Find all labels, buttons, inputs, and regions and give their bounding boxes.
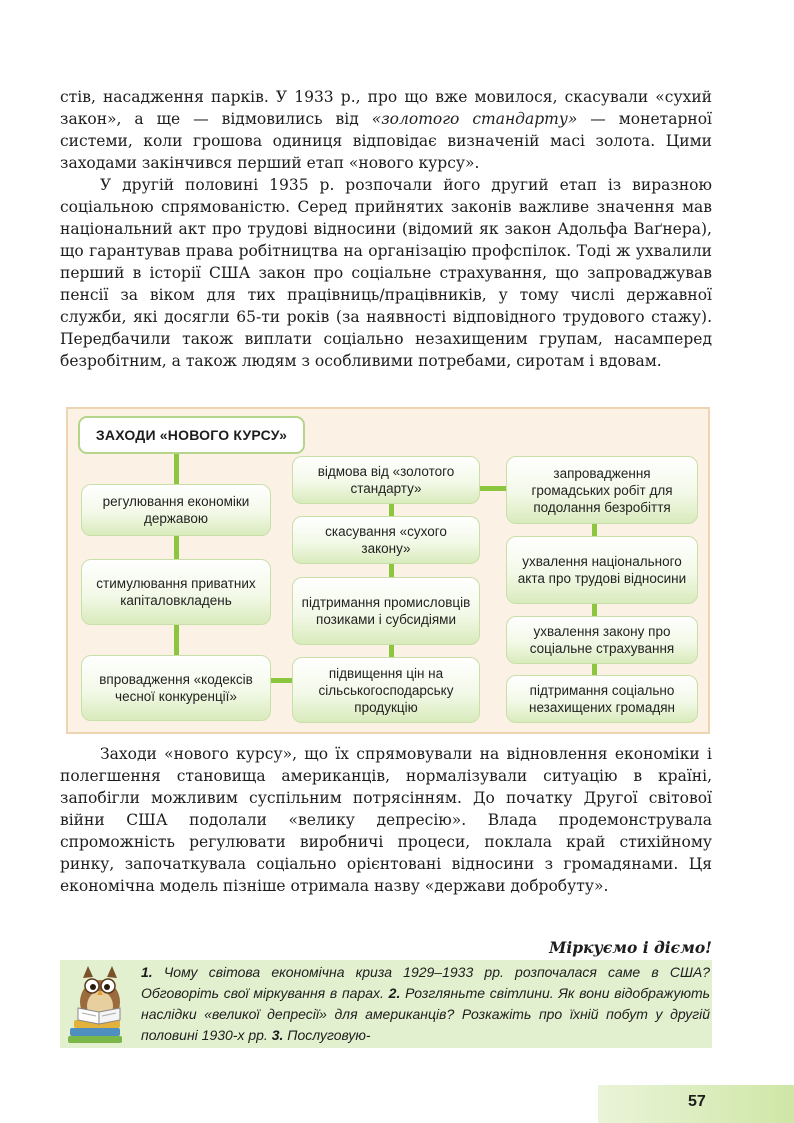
reading-owl-icon xyxy=(66,962,130,1046)
paragraph-3: Заходи «нового курсу», що їх спрямовували на відновлення економіки і полегшення становища американців, нормалізували ситуацію в країні, запобігли можливим суспільним потрясінням. До початку Другої світової війни США подолали «велику депресію». Влада продемонструвала спроможність регулювати виробничі процеси, поклала край стихійному ринку, започаткувала соціально орієнтовані відносини з громадянами. Ця економічна модель пізніше отримала назву «держави добробуту». xyxy=(60,745,712,895)
exercise-text: 1. Чому світова економічна криза 1929–1933 рр. розпочалася саме в США? Обговоріть свої міркування в парах. 2. Розгляньте світлини. Як вони відображують наслідки «великої депресії» для американців? Розкажіть про їхній побут у другій половині 1930-х рр. 3. Послуговую- xyxy=(141,964,710,1043)
measure-box: скасування «сухого закону» xyxy=(292,516,480,564)
measure-box: регулювання економіки державою xyxy=(81,484,271,536)
connector-col2-col3 xyxy=(478,486,508,491)
gold-standard-term: «золотого стандарту» xyxy=(371,110,578,128)
page-number: 57 xyxy=(688,1093,706,1110)
measure-box: стимулювання приватних капіталовкладень xyxy=(81,559,271,625)
body-text-top xyxy=(60,86,712,372)
measure-box: ухвалення національного акта про трудові відносини xyxy=(506,536,698,604)
measure-box: запровадження громадських робіт для подолання безробіття xyxy=(506,456,698,524)
paragraph-1: стів, насадження парків. У 1933 р., про що вже мовилося, скасували «сухий закон», а ще — відмовились від «золотого стандарту» — монетарної системи, коли грошова одиниця відповідає визначеній масі золота. Цими заходами закінчився перший етап «нового курсу». xyxy=(60,88,712,172)
measure-box: відмова від «золотого стандарту» xyxy=(292,456,480,504)
measure-box: підвищення цін на сільськогосподарську продукцію xyxy=(292,657,480,723)
paragraph-2: У другій половині 1935 р. розпочали його другий етап із виразною соціальною спрямованістю. Серед прийнятих законів важливе значення мав національний акт про трудові відносини (відомий як закон Адольфа Ваґнера), що гарантував права робітництва на організацію профспілок. Тоді ж ухвалили перший в історії США закон про соціальне страхування, що запроваджував пенсії за віком для тих працівниць/працівників, у тому числі державної служби, які досягли 65-ти років (за наявності відповідного трудового стажу). Передбачили також виплати соціально незахищеним групам, насамперед безробітним, а також людям з особливими потребами, сиротам і вдовам. xyxy=(60,176,712,370)
measure-box: впровадження «кодексів чесної конкуренції» xyxy=(81,655,271,721)
diagram-title: ЗАХОДИ «НОВОГО КУРСУ» xyxy=(78,416,305,454)
measure-box: ухвалення закону про соціальне страхування xyxy=(506,616,698,664)
exercise-heading: Міркуємо і діємо! xyxy=(549,938,712,957)
measure-box: підтримання промисловців позиками і субсидіями xyxy=(292,577,480,645)
measure-box: підтримання соціально незахищених громадян xyxy=(506,675,698,723)
connector-col1-col2 xyxy=(268,678,292,683)
new-deal-diagram xyxy=(66,407,710,734)
